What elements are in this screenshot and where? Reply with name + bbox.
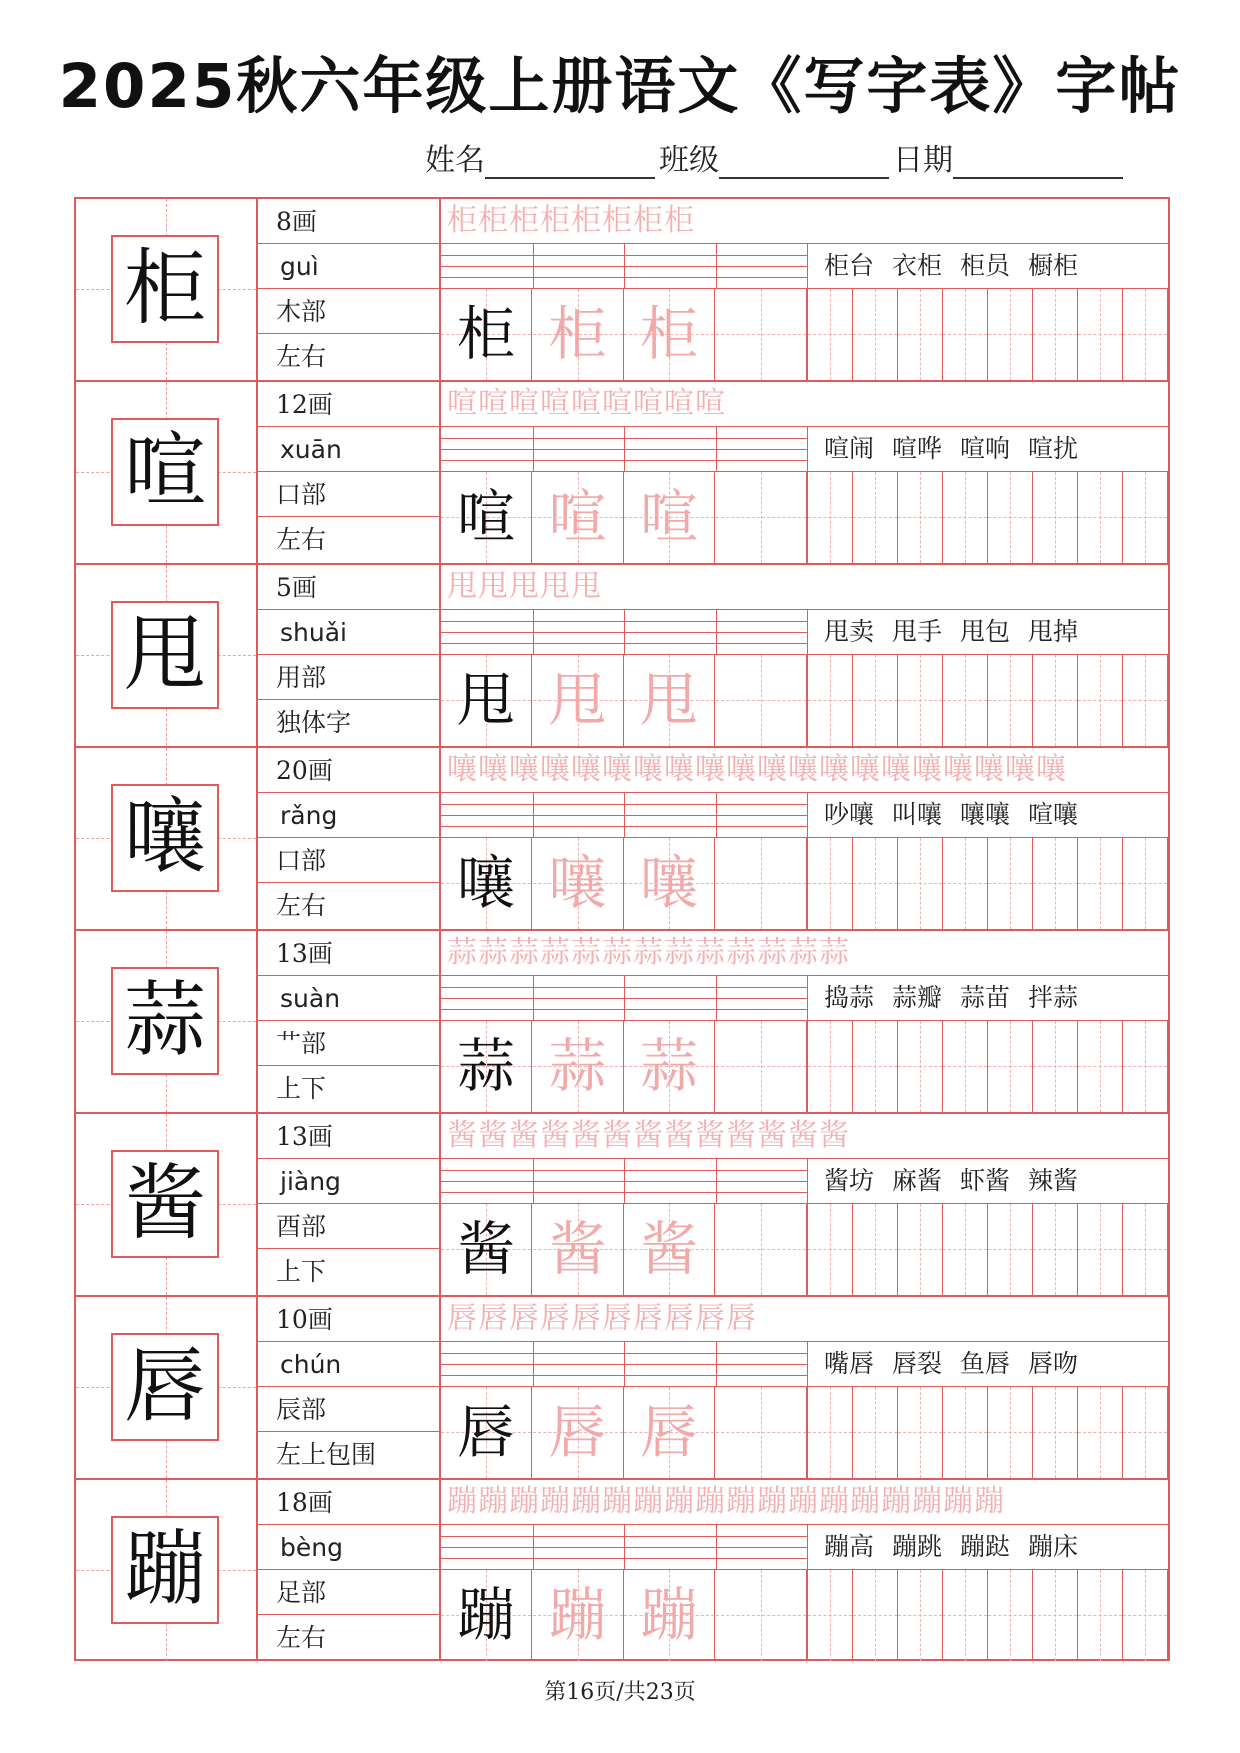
practice-grid[interactable]: [807, 472, 1168, 563]
example-words: [807, 976, 1168, 1021]
example-word: 蹦跳: [892, 1532, 943, 1561]
practice-cell[interactable]: [943, 1570, 988, 1661]
practice-grid[interactable]: [807, 655, 1168, 746]
practice-cell[interactable]: [1078, 472, 1123, 563]
blank-practice-cell[interactable]: [716, 1204, 807, 1295]
stroke-order: [441, 565, 1168, 610]
character-row: [76, 748, 1168, 931]
page-title: 2025秋六年级上册语文《写字表》字帖: [58, 51, 1182, 122]
trace-character-cell: [533, 472, 624, 563]
radical: 木部: [258, 289, 439, 334]
example-word: 蒜瓣: [892, 983, 943, 1012]
stroke-count: 18画: [258, 1480, 439, 1525]
trace-character: 酱: [639, 1215, 698, 1283]
student-info-line: [425, 135, 1127, 179]
sample-character-cell: [441, 1570, 532, 1661]
class-blank[interactable]: [719, 147, 889, 179]
trace-character-cell: [624, 1570, 715, 1661]
structure: 上下: [276, 1074, 327, 1103]
pinyin: xuān: [258, 427, 439, 472]
sample-character-cell: [441, 1021, 532, 1112]
practice-cell[interactable]: [1123, 1021, 1168, 1112]
practice-cell[interactable]: [1123, 472, 1168, 563]
trace-character: 蒜: [548, 1032, 607, 1100]
example-word: 柜员: [960, 251, 1011, 280]
example-word: 麻酱: [892, 1166, 943, 1195]
practice-cell[interactable]: [898, 1387, 943, 1478]
stroke-order-text: 酱酱酱酱酱酱酱酱酱酱酱酱酱: [447, 1118, 850, 1153]
practice-cell[interactable]: [898, 1204, 943, 1295]
character-row: [76, 565, 1168, 748]
practice-cell[interactable]: [988, 838, 1033, 929]
stroke-order-text: 喧喧喧喧喧喧喧喧喧: [447, 386, 726, 421]
example-words: [807, 244, 1168, 289]
stroke-order-text: 蒜蒜蒜蒜蒜蒜蒜蒜蒜蒜蒜蒜蒜: [447, 935, 850, 970]
pinyin-lines[interactable]: [441, 976, 807, 1021]
practice-grid[interactable]: [807, 1570, 1168, 1661]
practice-cell[interactable]: [1078, 1387, 1123, 1478]
radical: 辰部: [258, 1387, 439, 1432]
structure: 上下: [276, 1257, 327, 1286]
pinyin-lines[interactable]: [441, 427, 807, 472]
practice-cell[interactable]: [1033, 289, 1078, 380]
example-word: 酱坊: [824, 1166, 875, 1195]
character-info: [258, 1114, 441, 1295]
character-row: [76, 1297, 1168, 1480]
practice-cell[interactable]: [853, 1021, 898, 1112]
character-info: [258, 1297, 441, 1478]
practice-cell[interactable]: [853, 1204, 898, 1295]
sample-character: 嚷: [456, 849, 515, 917]
example-word: 捣蒜: [824, 983, 875, 1012]
example-word: 柜台: [824, 251, 875, 280]
stroke-order: [441, 382, 1168, 427]
character-info: [258, 1480, 441, 1661]
practice-grid[interactable]: [807, 1387, 1168, 1478]
example-word: 甩掉: [1028, 617, 1079, 646]
trace-character: 喧: [548, 483, 607, 551]
structure: 左右: [276, 525, 327, 554]
example-words: [807, 610, 1168, 655]
stroke-order: [441, 748, 1168, 793]
stroke-order-text: 柜柜柜柜柜柜柜柜: [447, 203, 695, 238]
radical: 艹部: [258, 1021, 439, 1066]
practice-cell[interactable]: [808, 1021, 853, 1112]
example-words: [807, 793, 1168, 838]
tracing-cells: [441, 289, 807, 380]
trace-character-cell: [533, 655, 624, 746]
practice-grid[interactable]: [807, 1021, 1168, 1112]
trace-character-cell: [624, 472, 715, 563]
trace-character-cell: [624, 838, 715, 929]
trace-character: 酱: [548, 1215, 607, 1283]
practice-cell[interactable]: [1123, 838, 1168, 929]
character-info: [258, 931, 441, 1112]
practice-grid[interactable]: [807, 838, 1168, 929]
example-word: 喧响: [960, 434, 1011, 463]
trace-character-cell: [624, 1021, 715, 1112]
pinyin: guì: [258, 244, 439, 289]
practice-cell[interactable]: [1078, 1570, 1123, 1661]
practice-cell[interactable]: [1123, 655, 1168, 746]
example-words: [807, 1525, 1168, 1570]
trace-character-cell: [624, 289, 715, 380]
practice-cell[interactable]: [808, 289, 853, 380]
stroke-order: [441, 1297, 1168, 1342]
practice-cell[interactable]: [988, 472, 1033, 563]
blank-practice-cell[interactable]: [716, 1570, 807, 1661]
trace-character: 蒜: [639, 1032, 698, 1100]
practice-cell[interactable]: [988, 1387, 1033, 1478]
example-word: 喧嚷: [1028, 800, 1079, 829]
practice-cell[interactable]: [1123, 1387, 1168, 1478]
trace-character: 甩: [639, 666, 698, 734]
sample-character-cell: [441, 838, 532, 929]
name-blank[interactable]: [485, 147, 655, 179]
sample-character-cell: [441, 289, 532, 380]
practice-cell[interactable]: [853, 655, 898, 746]
practice-cell[interactable]: [1123, 1204, 1168, 1295]
practice-cell[interactable]: [853, 1570, 898, 1661]
sample-character-cell: [441, 1204, 532, 1295]
practice-cell[interactable]: [1033, 1570, 1078, 1661]
sample-character: 甩: [456, 666, 515, 734]
stroke-order-text: 唇唇唇唇唇唇唇唇唇唇: [447, 1301, 757, 1336]
pinyin-lines[interactable]: [441, 610, 807, 655]
stroke-order: [441, 931, 1168, 976]
trace-character: 唇: [548, 1398, 607, 1466]
stroke-count: 20画: [258, 748, 439, 793]
trace-character-cell: [624, 655, 715, 746]
practice-cell[interactable]: [853, 838, 898, 929]
practice-cell[interactable]: [1078, 1204, 1123, 1295]
character-row: [76, 1480, 1168, 1663]
model-character-cell: [76, 199, 258, 380]
trace-character: 蹦: [548, 1581, 607, 1649]
radical: 口部: [258, 838, 439, 883]
pinyin-lines[interactable]: [441, 1525, 807, 1570]
practice-cell[interactable]: [1033, 838, 1078, 929]
stroke-order: [441, 1480, 1168, 1525]
trace-character: 柜: [639, 300, 698, 368]
example-word: 拌蒜: [1028, 983, 1079, 1012]
model-character-cell: [76, 1297, 258, 1478]
tracing-cells: [441, 1021, 807, 1112]
trace-character: 嚷: [639, 849, 698, 917]
pinyin: suàn: [258, 976, 439, 1021]
model-character: 酱: [111, 1150, 219, 1258]
practice-cell[interactable]: [853, 472, 898, 563]
trace-character-cell: [533, 1204, 624, 1295]
trace-character-cell: [624, 1204, 715, 1295]
example-word: 叫嚷: [892, 800, 943, 829]
practice-cell[interactable]: [898, 1021, 943, 1112]
practice-cell[interactable]: [943, 289, 988, 380]
trace-character: 唇: [639, 1398, 698, 1466]
pinyin: shuǎi: [258, 610, 439, 655]
radical: 酉部: [258, 1204, 439, 1249]
example-word: 蹦床: [1028, 1532, 1079, 1561]
practice-cell[interactable]: [808, 1570, 853, 1661]
radical: 口部: [258, 472, 439, 517]
pinyin-lines[interactable]: [441, 244, 807, 289]
stroke-order-text: 甩甩甩甩甩: [447, 569, 602, 604]
stroke-count: 10画: [258, 1297, 439, 1342]
practice-cell[interactable]: [1123, 1570, 1168, 1661]
model-character: 蒜: [111, 967, 219, 1075]
example-word: 甩卖: [824, 617, 875, 646]
tracing-cells: [441, 655, 807, 746]
blank-practice-cell[interactable]: [716, 655, 807, 746]
tracing-cells: [441, 472, 807, 563]
model-character: 喧: [111, 418, 219, 526]
practice-cell[interactable]: [943, 472, 988, 563]
practice-cell[interactable]: [808, 1204, 853, 1295]
sample-character: 蹦: [456, 1581, 515, 1649]
blank-practice-cell[interactable]: [716, 1387, 807, 1478]
trace-character-cell: [533, 1021, 624, 1112]
stroke-count: 13画: [258, 1114, 439, 1159]
stroke-order-text: 嚷嚷嚷嚷嚷嚷嚷嚷嚷嚷嚷嚷嚷嚷嚷嚷嚷嚷嚷嚷: [447, 752, 1067, 787]
sample-character-cell: [441, 1387, 532, 1478]
trace-character: 嚷: [548, 849, 607, 917]
stroke-count: 12画: [258, 382, 439, 427]
model-character-cell: [76, 1480, 258, 1661]
practice-cell[interactable]: [898, 655, 943, 746]
practice-cell[interactable]: [1033, 1204, 1078, 1295]
stroke-order-text: 蹦蹦蹦蹦蹦蹦蹦蹦蹦蹦蹦蹦蹦蹦蹦蹦蹦蹦: [447, 1484, 1005, 1519]
example-word: 喧哗: [892, 434, 943, 463]
trace-character: 柜: [548, 300, 607, 368]
sample-character-cell: [441, 472, 532, 563]
structure: 左上包围: [276, 1440, 377, 1469]
practice-cell[interactable]: [988, 655, 1033, 746]
date-blank[interactable]: [953, 147, 1123, 179]
practice-cell[interactable]: [898, 838, 943, 929]
character-row: [76, 931, 1168, 1114]
example-word: 嚷嚷: [960, 800, 1011, 829]
tracing-cells: [441, 1204, 807, 1295]
stroke-count: 13画: [258, 931, 439, 976]
pinyin-lines[interactable]: [441, 1342, 807, 1387]
structure: 左右: [276, 342, 327, 371]
model-character-cell: [76, 1114, 258, 1295]
practice-cell[interactable]: [808, 838, 853, 929]
radical: 用部: [258, 655, 439, 700]
example-word: 橱柜: [1028, 251, 1079, 280]
example-word: 蹦跶: [960, 1532, 1011, 1561]
practice-cell[interactable]: [988, 1021, 1033, 1112]
example-word: 唇吻: [1028, 1349, 1079, 1378]
stroke-count: 5画: [258, 565, 439, 610]
practice-cell[interactable]: [1033, 1021, 1078, 1112]
model-character: 甩: [111, 601, 219, 709]
practice-cell[interactable]: [853, 289, 898, 380]
character-info: [258, 565, 441, 746]
practice-cell[interactable]: [808, 472, 853, 563]
practice-grid[interactable]: [807, 1204, 1168, 1295]
blank-practice-cell[interactable]: [716, 838, 807, 929]
example-word: 嘴唇: [824, 1349, 875, 1378]
practice-cell[interactable]: [853, 1387, 898, 1478]
practice-cell[interactable]: [1078, 838, 1123, 929]
pinyin: jiàng: [258, 1159, 439, 1204]
stroke-order: [441, 199, 1168, 244]
example-word: 喧闹: [824, 434, 875, 463]
practice-cell[interactable]: [1033, 472, 1078, 563]
practice-cell[interactable]: [988, 1204, 1033, 1295]
example-word: 辣酱: [1028, 1166, 1079, 1195]
example-words: [807, 1159, 1168, 1204]
model-character-cell: [76, 931, 258, 1112]
radical: 足部: [258, 1570, 439, 1615]
model-character-cell: [76, 382, 258, 563]
character-info: [258, 748, 441, 929]
class-label: 班级: [659, 143, 719, 178]
practice-cell[interactable]: [1078, 655, 1123, 746]
practice-cell[interactable]: [988, 1570, 1033, 1661]
example-words: [807, 427, 1168, 472]
model-character-cell: [76, 565, 258, 746]
example-word: 衣柜: [892, 251, 943, 280]
structure: 左右: [276, 1623, 327, 1652]
trace-character: 喧: [639, 483, 698, 551]
practice-cell[interactable]: [808, 655, 853, 746]
sample-character: 喧: [456, 483, 515, 551]
example-word: 甩包: [960, 617, 1011, 646]
character-info: [258, 199, 441, 380]
model-character-cell: [76, 748, 258, 929]
structure: 左右: [276, 891, 327, 920]
sample-character-cell: [441, 655, 532, 746]
trace-character-cell: [533, 838, 624, 929]
practice-grid[interactable]: [807, 289, 1168, 380]
pinyin-lines[interactable]: [441, 793, 807, 838]
sample-character: 酱: [456, 1215, 515, 1283]
practice-cell[interactable]: [943, 1021, 988, 1112]
practice-cell[interactable]: [943, 838, 988, 929]
practice-cell[interactable]: [988, 289, 1033, 380]
stroke-order: [441, 1114, 1168, 1159]
example-word: 蒜苗: [960, 983, 1011, 1012]
example-word: 喧扰: [1028, 434, 1079, 463]
example-word: 吵嚷: [824, 800, 875, 829]
character-row: [76, 199, 1168, 382]
structure: 独体字: [276, 708, 352, 737]
example-words: [807, 1342, 1168, 1387]
practice-cell[interactable]: [1123, 289, 1168, 380]
practice-cell[interactable]: [1033, 655, 1078, 746]
character-info: [258, 382, 441, 563]
blank-practice-cell[interactable]: [716, 472, 807, 563]
practice-cell[interactable]: [898, 472, 943, 563]
practice-cell[interactable]: [943, 1204, 988, 1295]
practice-cell[interactable]: [943, 655, 988, 746]
trace-character-cell: [533, 1570, 624, 1661]
trace-character-cell: [533, 1387, 624, 1478]
trace-character-cell: [624, 1387, 715, 1478]
example-word: 甩手: [892, 617, 943, 646]
sample-character: 蒜: [456, 1032, 515, 1100]
character-row: [76, 382, 1168, 565]
example-word: 唇裂: [892, 1349, 943, 1378]
practice-cell[interactable]: [943, 1387, 988, 1478]
practice-cell[interactable]: [898, 289, 943, 380]
trace-character-cell: [533, 289, 624, 380]
character-row: [76, 1114, 1168, 1297]
trace-character: 蹦: [639, 1581, 698, 1649]
sample-character: 柜: [456, 300, 515, 368]
example-word: 鱼唇: [960, 1349, 1011, 1378]
pinyin: bèng: [258, 1525, 439, 1570]
stroke-count: 8画: [258, 199, 439, 244]
example-word: 蹦高: [824, 1532, 875, 1561]
practice-cell[interactable]: [808, 1387, 853, 1478]
practice-cell[interactable]: [1078, 1021, 1123, 1112]
pinyin-lines[interactable]: [441, 1159, 807, 1204]
model-character: 蹦: [111, 1516, 219, 1624]
practice-cell[interactable]: [1033, 1387, 1078, 1478]
tracing-cells: [441, 838, 807, 929]
model-character: 嚷: [111, 784, 219, 892]
copybook-grid: [74, 197, 1170, 1661]
page-number: 第16页/共23页: [544, 1680, 696, 1705]
sample-character: 唇: [456, 1398, 515, 1466]
name-label: 姓名: [425, 143, 485, 178]
date-label: 日期: [893, 143, 953, 178]
tracing-cells: [441, 1387, 807, 1478]
tracing-cells: [441, 1570, 807, 1661]
model-character: 柜: [111, 235, 219, 343]
example-word: 虾酱: [960, 1166, 1011, 1195]
practice-cell[interactable]: [898, 1570, 943, 1661]
pinyin: chún: [258, 1342, 439, 1387]
pinyin: rǎng: [258, 793, 439, 838]
trace-character: 甩: [548, 666, 607, 734]
blank-practice-cell[interactable]: [716, 1021, 807, 1112]
model-character: 唇: [111, 1333, 219, 1441]
blank-practice-cell[interactable]: [716, 289, 807, 380]
practice-cell[interactable]: [1078, 289, 1123, 380]
